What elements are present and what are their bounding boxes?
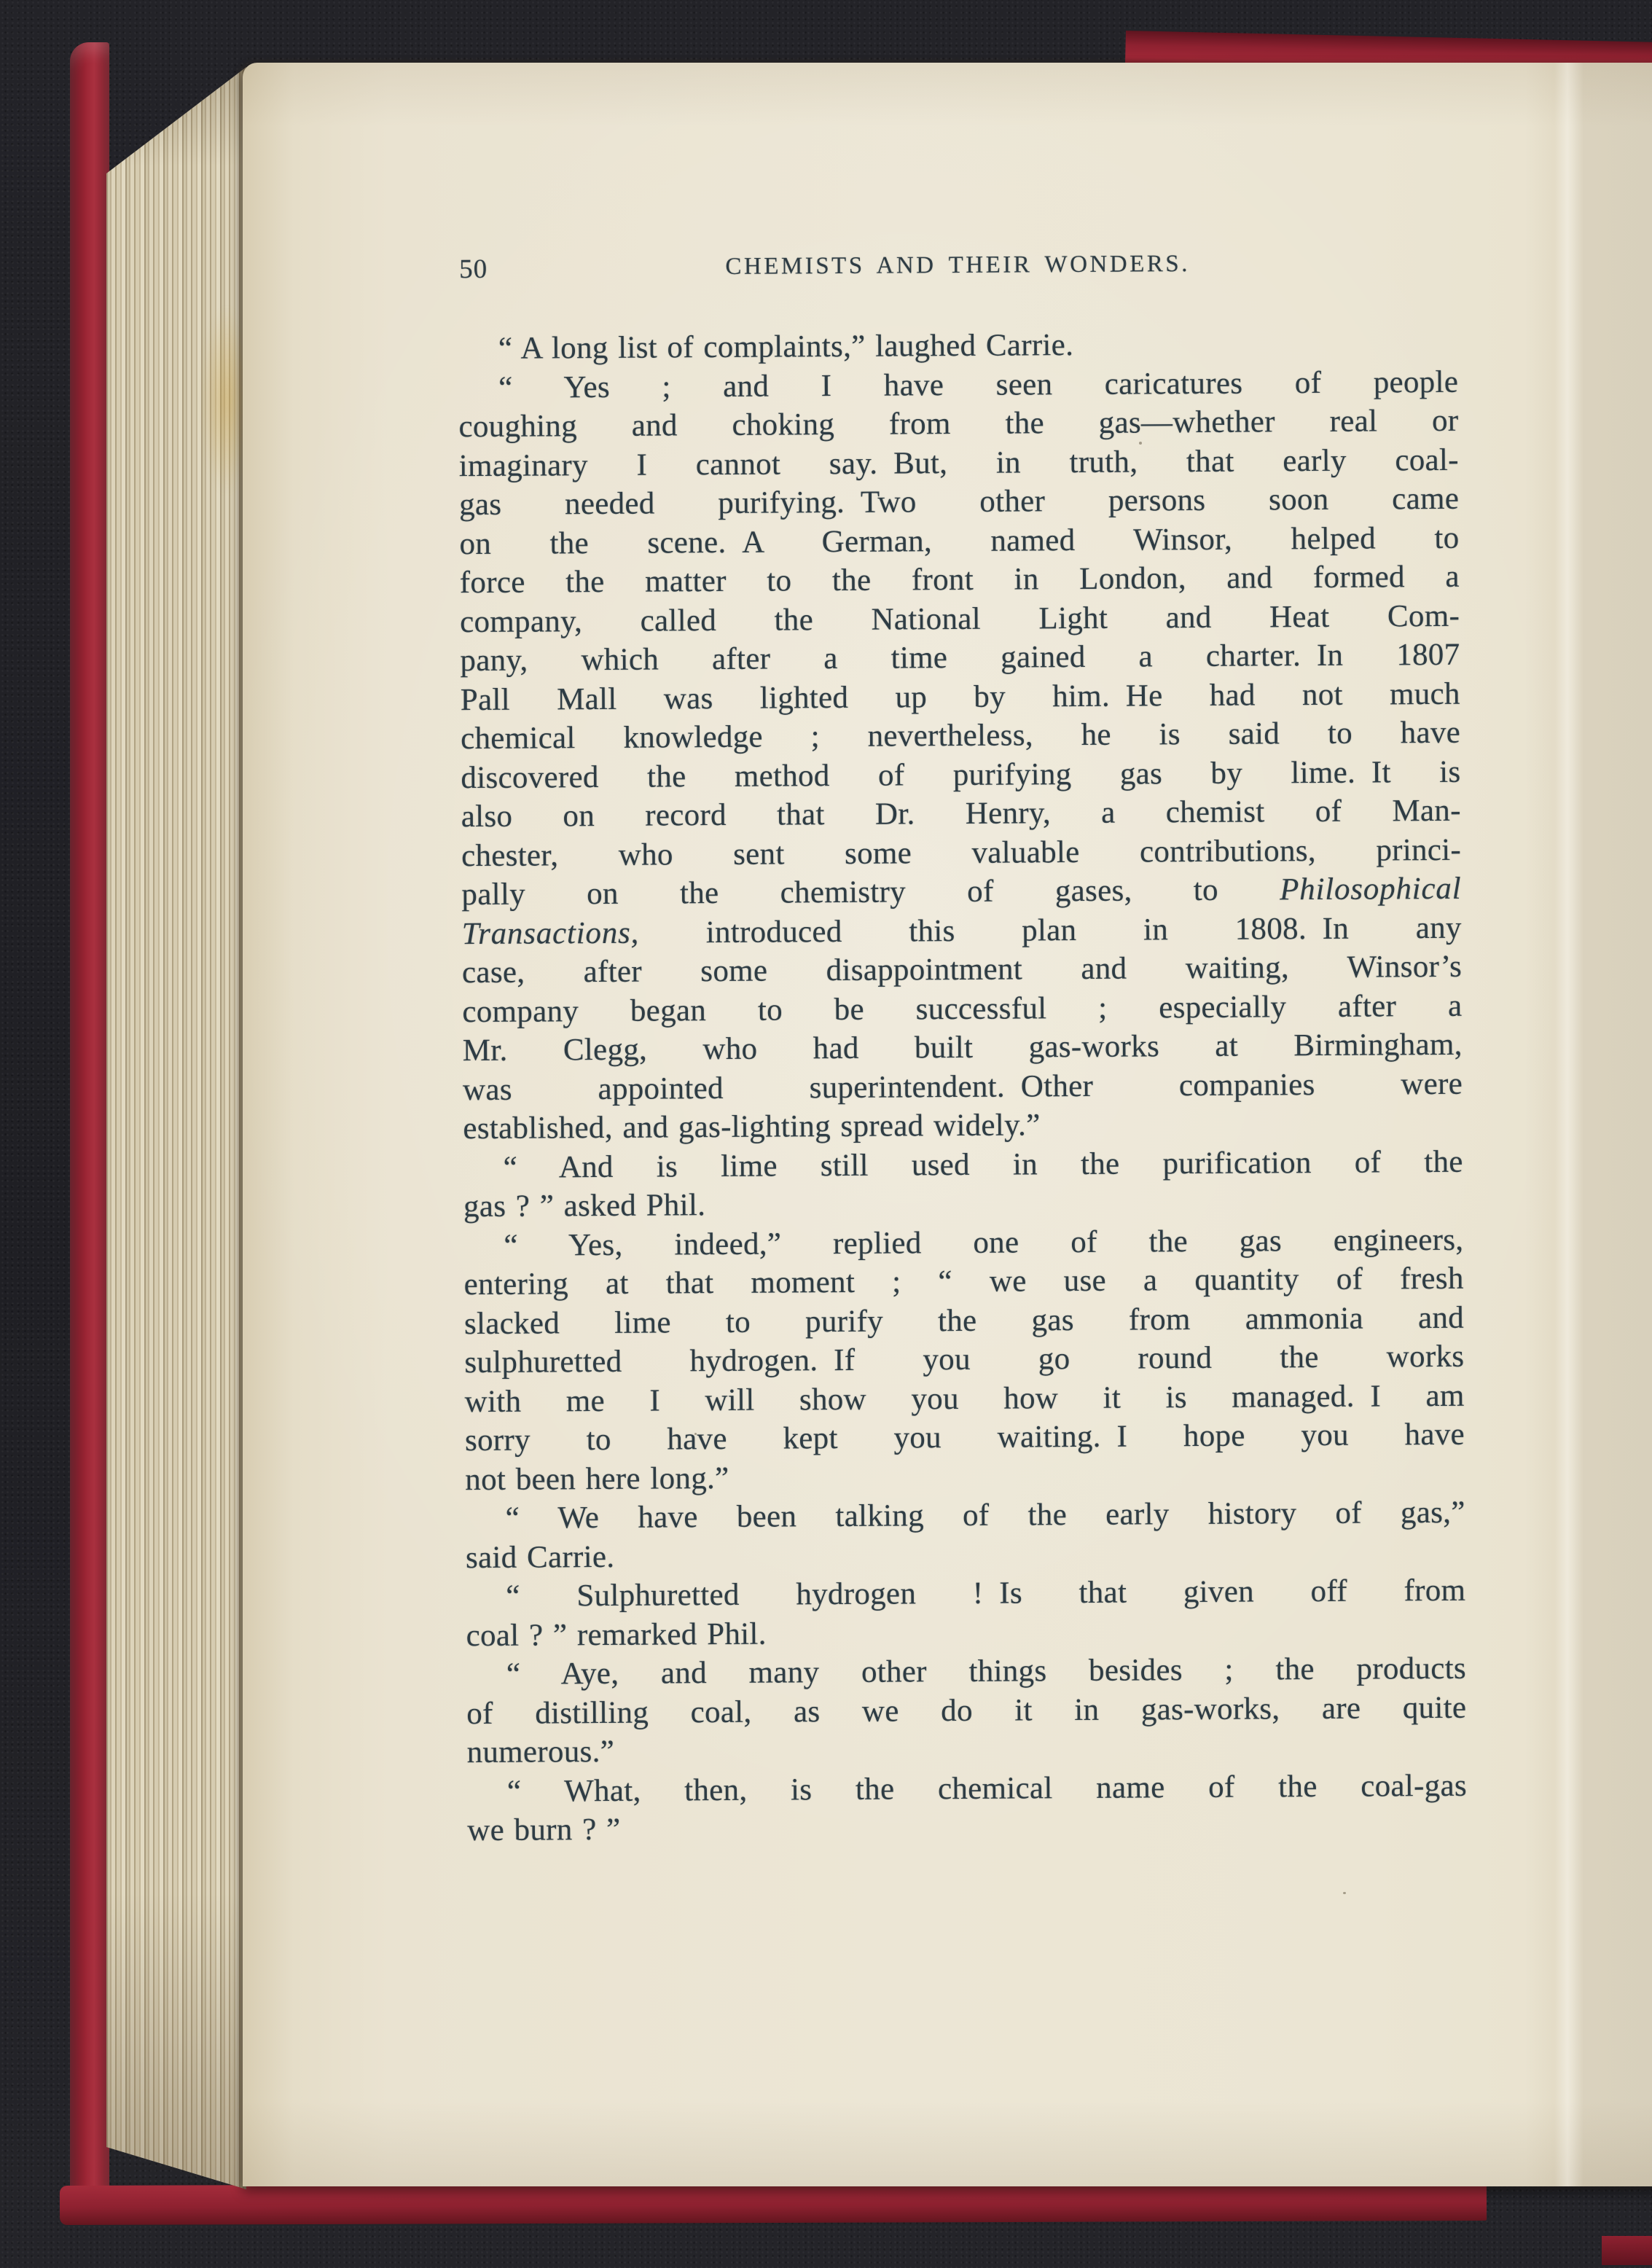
text-line bbox=[463, 1025, 1463, 1071]
text-segment: discovered the method of purifying gas by lime. It is bbox=[461, 754, 1461, 795]
text-line bbox=[460, 558, 1460, 603]
text-line bbox=[464, 1337, 1464, 1383]
text-line bbox=[461, 830, 1461, 875]
text-segment: introduced this plan in 1808. In any bbox=[638, 910, 1462, 950]
text-segment: coughing and choking from the gas—whether real or bbox=[458, 403, 1459, 445]
printed-text-area bbox=[458, 242, 1467, 1850]
text-line bbox=[466, 1571, 1465, 1616]
text-segment: coal ? ” remarked Phil. bbox=[466, 1616, 767, 1653]
text-segment: sorry to have kept you waiting. I hope you have bbox=[464, 1417, 1465, 1458]
text-line bbox=[466, 1610, 1465, 1655]
text-segment: slacked lime to purify the gas from ammonia and bbox=[463, 1300, 1465, 1341]
text-line bbox=[462, 986, 1462, 1031]
text-line bbox=[459, 480, 1459, 525]
text-segment: case, after some disappointment and waiting, Winsor’s bbox=[461, 949, 1463, 990]
text-line bbox=[458, 324, 1458, 369]
text-line bbox=[466, 1532, 1465, 1577]
book-cover-corner bbox=[1602, 2236, 1652, 2265]
text-segment: “ What, then, is the chemical name of the coal-gas bbox=[506, 1768, 1468, 1809]
text-line bbox=[463, 1064, 1463, 1109]
text-line bbox=[461, 674, 1460, 719]
text-line bbox=[465, 1376, 1465, 1421]
text-segment: entering at that moment ; “ we use a quantity of fresh bbox=[463, 1261, 1464, 1302]
text-segment: chester, who sent some valuable contributions, princi- bbox=[461, 832, 1462, 873]
text-segment: gas ? ” asked Phil. bbox=[463, 1188, 706, 1224]
text-segment: “ And is lime still used in the purification of the bbox=[503, 1144, 1463, 1185]
text-segment: numerous.” bbox=[466, 1734, 615, 1770]
text-segment: imaginary I cannot say. But, in truth, that early coal- bbox=[458, 442, 1459, 483]
text-line bbox=[461, 869, 1461, 915]
text-line bbox=[461, 713, 1460, 759]
book-page bbox=[243, 63, 1652, 2186]
text-line bbox=[461, 791, 1461, 837]
text-line bbox=[463, 1103, 1463, 1149]
text-segment: also on record that Dr. Henry, a chemist of Man- bbox=[461, 793, 1461, 834]
text-segment: we burn ? ” bbox=[467, 1812, 621, 1848]
text-segment: “ A long list of complaints,” laughed Carrie. bbox=[498, 328, 1074, 366]
text-line bbox=[458, 362, 1458, 407]
text-line bbox=[458, 402, 1458, 447]
text-line bbox=[460, 596, 1460, 641]
text-segment: was appointed superintendent. Other companies were bbox=[462, 1066, 1463, 1107]
text-segment: sulphuretted hydrogen. If you go round the works bbox=[464, 1339, 1465, 1380]
text-segment: pally on the chemistry of gases, to bbox=[461, 872, 1280, 912]
text-segment: gas needed purifying. Two other persons soon came bbox=[459, 481, 1460, 523]
text-segment: pany, which after a time gained a charter. In 1807 bbox=[460, 637, 1460, 679]
text-segment: force the matter to the front in London, and formed a bbox=[459, 559, 1460, 601]
text-segment: “ Yes, indeed,” replied one of the gas engineers, bbox=[504, 1222, 1464, 1263]
text-segment: company began to be successful ; especially after a bbox=[462, 988, 1463, 1029]
running-title: CHEMISTS AND THEIR WONDERS. bbox=[725, 251, 1191, 280]
text-line bbox=[466, 1688, 1466, 1733]
text-line bbox=[467, 1805, 1467, 1850]
text-line bbox=[463, 1220, 1463, 1265]
text-line bbox=[462, 908, 1462, 953]
italic-text-segment: Philosophical bbox=[1279, 871, 1462, 907]
text-segment: “ Yes ; and I have seen caricatures of people bbox=[498, 364, 1459, 405]
italic-text-segment: Transactions, bbox=[461, 915, 640, 951]
text-segment: not been here long.” bbox=[465, 1460, 729, 1497]
text-line bbox=[459, 440, 1459, 485]
text-line bbox=[460, 636, 1460, 681]
text-segment: with me I will show you how it is managed. I am bbox=[464, 1378, 1465, 1419]
text-segment: said Carrie. bbox=[465, 1539, 615, 1575]
text-segment: “ Sulphuretted hydrogen ! Is that given off from bbox=[506, 1573, 1466, 1614]
running-header bbox=[458, 242, 1457, 292]
text-line bbox=[463, 1181, 1463, 1227]
text-line bbox=[466, 1649, 1466, 1694]
text-line bbox=[467, 1766, 1467, 1811]
text-line bbox=[464, 1259, 1464, 1305]
page-number: 50 bbox=[459, 254, 488, 285]
text-segment: on the scene. A German, named Winsor, helped to bbox=[459, 520, 1460, 561]
text-segment: Pall Mall was lighted up by him. He had not much bbox=[460, 676, 1460, 717]
text-line bbox=[462, 947, 1462, 993]
text-line bbox=[464, 1298, 1464, 1343]
dust-speck bbox=[1343, 1892, 1346, 1894]
text-segment: “ We have been talking of the early history of gas,” bbox=[505, 1495, 1465, 1536]
text-line bbox=[466, 1493, 1465, 1538]
text-line bbox=[465, 1415, 1465, 1460]
text-segment: Mr. Clegg, who had built gas-works at Birmingham, bbox=[462, 1027, 1463, 1068]
text-block bbox=[458, 324, 1468, 1850]
text-segment: “ Aye, and many other things besides ; the products bbox=[506, 1651, 1467, 1692]
text-segment: established, and gas-lighting spread widely.” bbox=[463, 1108, 1041, 1146]
text-line bbox=[466, 1727, 1466, 1772]
text-line bbox=[465, 1454, 1465, 1499]
text-line bbox=[461, 752, 1460, 797]
text-line bbox=[459, 518, 1459, 563]
book-cover-bottom-edge bbox=[60, 2181, 1487, 2225]
book-cover-left-edge bbox=[70, 42, 109, 2223]
text-segment: of distilling coal, as we do it in gas-works, are quite bbox=[466, 1690, 1467, 1731]
text-line bbox=[463, 1142, 1463, 1187]
text-segment: chemical knowledge ; nevertheless, he is said to have bbox=[460, 715, 1461, 756]
text-segment: company, called the National Light and Heat Com- bbox=[460, 598, 1460, 639]
